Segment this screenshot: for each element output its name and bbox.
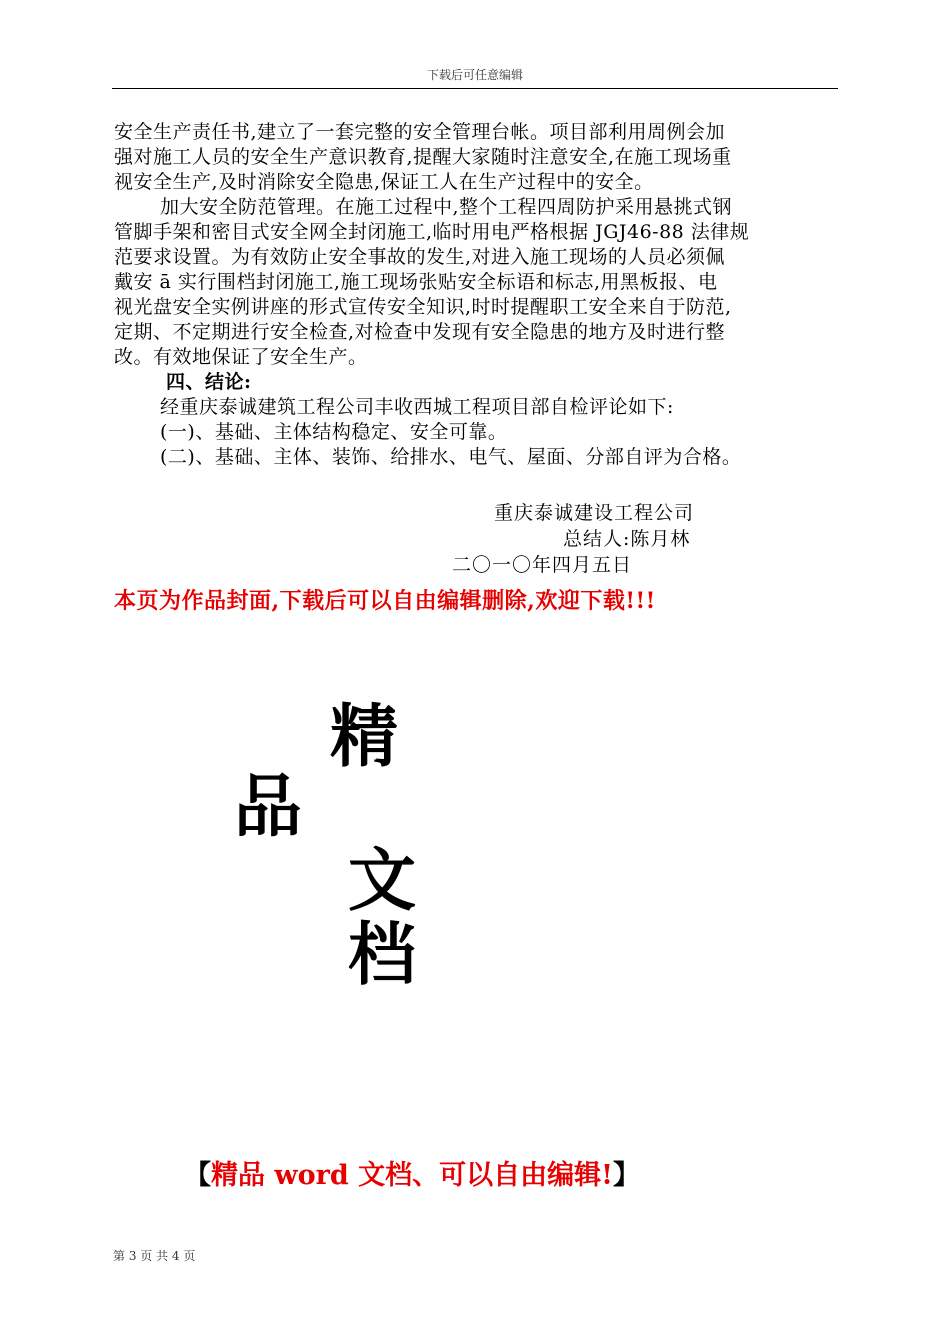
header-rule <box>112 88 838 89</box>
para2-line1: 加大安全防范管理。在施工过程中,整个工程四周防护采用悬挑式钢 <box>160 196 733 218</box>
para2-line4: 戴安 ā 实行围档封闭施工,施工现场张贴安全标语和标志,用黑板报、电 <box>114 271 718 293</box>
footer-banner-text: 精品 word 文档、可以自由编辑! <box>211 1160 614 1191</box>
para1-line3: 视安全生产,及时消除安全隐患,保证工人在生产过程中的安全。 <box>114 171 654 193</box>
cover-char-2: 品 <box>234 768 303 847</box>
footer-bracket-open: 【 <box>184 1160 211 1191</box>
cover-banner: 本页为作品封面,下载后可以自由编辑删除,欢迎下载!!! <box>114 588 656 614</box>
cover-char-1: 精 <box>330 698 399 777</box>
para2-line7: 改。有效地保证了安全生产。 <box>114 346 368 368</box>
footer-banner <box>184 1153 640 1192</box>
cover-char-3: 文 <box>348 842 417 921</box>
cover-char-4: 档 <box>348 916 417 995</box>
para1-line1: 安全生产责任书,建立了一套完整的安全管理台帐。项目部利用周例会加 <box>114 121 726 143</box>
conclusion-item-1: (一)、基础、主体结构稳定、安全可靠。 <box>160 421 508 443</box>
page-number: 第 3 页 共 4 页 <box>113 1249 196 1263</box>
para2-line2: 管脚手架和密目式安全网全封闭施工,临时用电严格根据 JGJ46-88 法律规 <box>114 221 750 243</box>
footer-bracket-close: 】 <box>613 1160 641 1191</box>
body-text <box>114 120 838 470</box>
conclusion-intro: 经重庆泰诚建筑工程公司丰收西城工程项目部自检评论如下: <box>160 396 674 418</box>
page-header: 下载后可任意编辑 <box>426 68 523 82</box>
signature-company: 重庆泰诚建设工程公司 <box>494 502 695 524</box>
signature-date: 二〇一〇年四月五日 <box>452 554 633 576</box>
conclusion-item-2: (二)、基础、主体、装饰、给排水、电气、屋面、分部自评为合格。 <box>160 446 742 468</box>
section-title: 四、结论: <box>166 371 252 393</box>
para2-line5: 视光盘安全实例讲座的形式宣传安全知识,时时提醒职工安全来自于防范, <box>114 296 732 318</box>
para2-line3: 范要求设置。为有效防止安全事故的发生,对进入施工现场的人员必须佩 <box>114 246 726 268</box>
para1-line2: 强对施工人员的安全生产意识教育,提醒大家随时注意安全,在施工现场重 <box>114 146 732 168</box>
para2-line6: 定期、不定期进行安全检查,对检查中发现有安全隐患的地方及时进行整 <box>114 321 726 343</box>
signature-author: 总结人:陈月林 <box>563 528 691 550</box>
